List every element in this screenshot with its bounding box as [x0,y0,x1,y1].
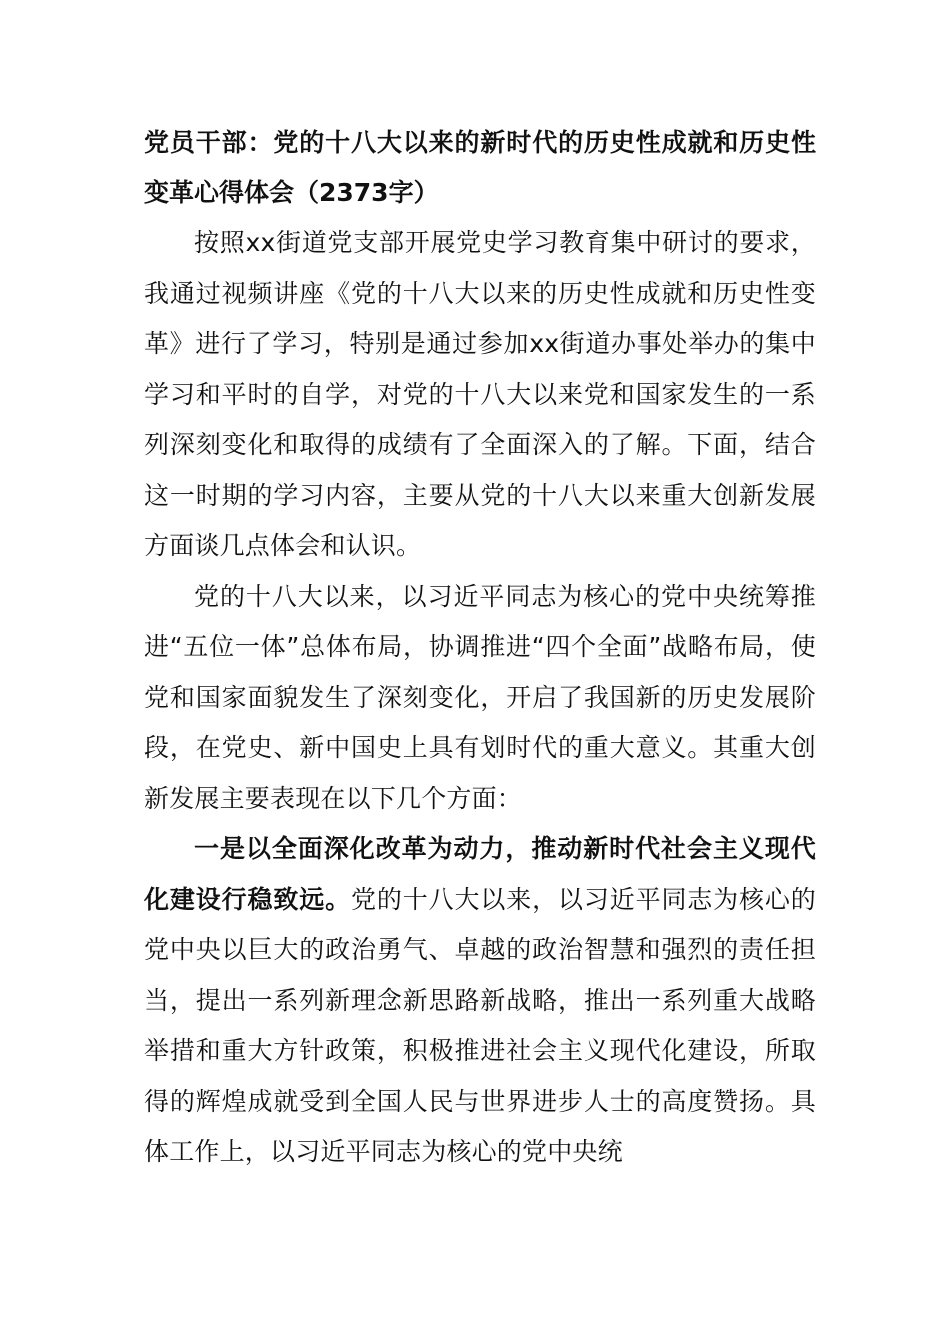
document-page [144,118,816,1178]
paragraph-overview [144,572,816,825]
paragraph-intro [144,218,816,572]
paragraph-text: 党的十八大以来，以习近平同志为核心的党中央以巨大的政治勇气、卓越的政治智慧和强烈的责任担当，提出一系列新理念新思路新战略，推出一系列重大战略举措和重大方针政策，积极推进社会主义现代化建设，所取得的辉煌成就受到全国人民与世界进步人士的高度赞扬。具体工作上，以习近平同志为核心的党中央统 [144,884,816,1166]
paragraph-point-one [144,824,816,1178]
paragraph-text: 党的十八大以来，以习近平同志为核心的党中央统筹推进“五位一体”总体布局，协调推进“四个全面”战略布局，使党和国家面貌发生了深刻变化，开启了我国新的历史发展阶段，在党史、新中国史上具有划时代的重大意义。其重大创新发展主要表现在以下几个方面： [144,581,816,813]
paragraph-lead: 一是以全面深化改革为动力，推动新时代社会主义现代化建设行稳致远。 [144,834,816,914]
document-title: 党员干部：党的十八大以来的新时代的历史性成就和历史性变革心得体会（2373字） [144,128,816,207]
paragraph-text: 按照xx街道党支部开展党史学习教育集中研讨的要求，我通过视频讲座《党的十八大以来的历史性成就和历史性变革》进行了学习，特别是通过参加xx街道办事处举办的集中学习和平时的自学，对党的十八大以来党和国家发生的一系列深刻变化和取得的成绩有了全面深入的了解。下面，结合这一时期的学习内容，主要从党的十八大以来重大创新发展方面谈几点体会和认识。 [144,228,816,560]
